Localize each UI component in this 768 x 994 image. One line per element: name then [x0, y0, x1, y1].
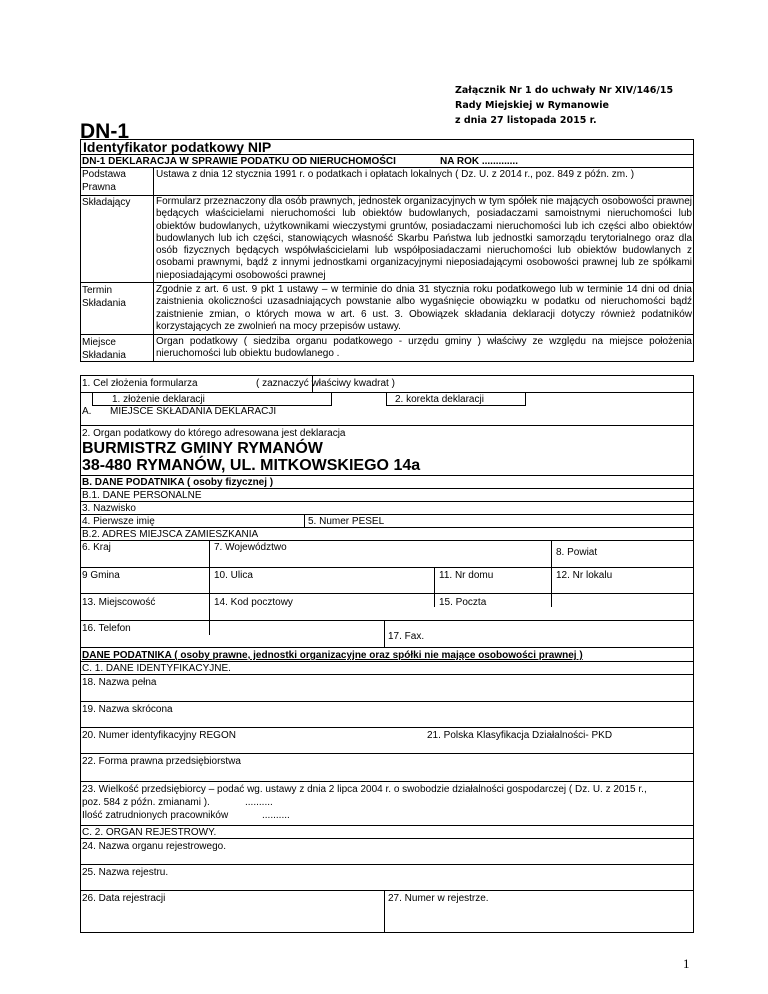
- phone-field[interactable]: 16. Telefon: [82, 623, 131, 634]
- employees-field[interactable]: ..........: [262, 810, 290, 821]
- apartment-number-field[interactable]: 12. Nr lokalu: [556, 570, 613, 581]
- surname-field[interactable]: 3. Nazwisko: [82, 503, 136, 514]
- company-size-label: 23. Wielkość przedsiębiorcy – podać wg. ustawy z dnia 2 lipca 2004 r. o swobodzie działalności gospodarczej ( Dz. U. z 2015 r.,: [82, 784, 647, 795]
- section-a-title: MIEJSCE SKŁADANIA DEKLARACJI: [110, 406, 277, 417]
- section-b-title: B. DANE PODATNIKA ( osoby fizycznej ): [82, 477, 274, 488]
- organ-label: 2. Organ podatkowy do którego adresowana jest deklaracja: [82, 428, 346, 439]
- deadline-label: Termin Składania: [82, 285, 126, 309]
- regon-field[interactable]: 20. Numer identyfikacyjny REGON: [82, 730, 236, 741]
- post-office-field[interactable]: 15. Poczta: [439, 597, 487, 608]
- declaration-title: DN-1 DEKLARACJA W SPRAWIE PODATKU OD NIERUCHOMOŚCI: [82, 156, 396, 167]
- full-name-field[interactable]: 18. Nazwa pełna: [82, 677, 157, 688]
- country-field[interactable]: 6. Kraj: [82, 542, 111, 553]
- legal-basis-text: Ustawa z dnia 12 stycznia 1991 r. o podatkach i opłatach lokalnych ( Dz. U. z 2014 r., poz. 849 z późn. zm. ): [156, 169, 635, 180]
- house-number-field[interactable]: 11. Nr domu: [439, 570, 494, 581]
- fax-field[interactable]: 17. Fax.: [388, 631, 425, 642]
- section-c1-title: C. 1. DANE IDENTYFIKACYJNE.: [82, 663, 231, 674]
- pkd-field[interactable]: 21. Polska Klasyfikacja Działalności- PKD: [427, 730, 613, 741]
- street-field[interactable]: 10. Ulica: [214, 570, 253, 581]
- legal-form-field[interactable]: 22. Forma prawna przedsiębiorstwa: [82, 756, 241, 767]
- voivodeship-field[interactable]: 7. Województwo: [214, 542, 287, 553]
- section-c-title: DANE PODATNIKA ( osoby prawne, jednostki organizacyjne oraz spółki nie mające osobowości prawnej ): [82, 650, 583, 661]
- company-size-field[interactable]: ..........: [245, 797, 273, 808]
- registration-date-field[interactable]: 26. Data rejestracji: [82, 893, 166, 904]
- pesel-field[interactable]: 5. Numer PESEL: [308, 516, 385, 527]
- filer-text: Formularz przeznaczony dla osób prawnych, jednostek organizacyjnych w tym spółek nie mających osobowości prawnej będących właścicielami nieruchomości lub obiektów budowlanych, posiadaczami samoistnymi nieruchomości lub obiektów budowlanych, użytkownikami wieczystymi gruntów, posiadaczami nieruchomości lub ich części albo obiektów budowlanych lub ich części, stanowiących własność Skarbu Państwa lub jednostki samorządu terytorialnego oraz dla osób fizycznych będących współwłaścicielami lub współposiadaczami nieruchomości lub obiektów budowlanych z osobami prawnymi, bądź z innymi jednostkami organizacyjnymi nieposiadającymi osobowości prawnej lub ze spółkami nieposiadającymi osobowości prawnej: [156, 196, 692, 281]
- registry-organ-field[interactable]: 24. Nazwa organu rejestrowego.: [82, 841, 226, 852]
- city-field[interactable]: 13. Miejscowość: [82, 597, 156, 608]
- page-number: 1: [683, 956, 690, 971]
- annex-line-3: z dnia 27 listopada 2015 r.: [455, 115, 597, 126]
- annex-line-1: Załącznik Nr 1 do uchwały Nr XIV/146/15: [455, 85, 674, 96]
- option-submission: 1. złożenie deklaracji: [112, 394, 205, 405]
- declaration-year: NA ROK .............: [440, 156, 518, 167]
- annex-note: [455, 83, 673, 128]
- legal-basis-label: Podstawa Prawna: [82, 169, 126, 193]
- section-c2-title: C. 2. ORGAN REJESTROWY.: [82, 827, 217, 838]
- section-b2-title: B.2. ADRES MIEJSCA ZAMIESZKANIA: [82, 529, 259, 540]
- filer-label: Składający: [82, 197, 131, 208]
- annex-line-2: Rady Miejskiej w Rymanowie: [455, 100, 609, 111]
- company-size-ref: poz. 584 z późn. zmianami ).: [82, 797, 210, 808]
- postal-code-field[interactable]: 14. Kod pocztowy: [214, 597, 293, 608]
- county-field[interactable]: 8. Powiat: [556, 547, 598, 558]
- place-label: Miejsce Składania: [82, 337, 126, 361]
- organ-address: 38-480 RYMANÓW, UL. MITKOWSKIEGO 14a: [82, 457, 421, 474]
- employees-label: Ilość zatrudnionych pracowników: [82, 810, 229, 821]
- registry-number-field[interactable]: 27. Numer w rejestrze.: [388, 893, 489, 904]
- purpose-label: 1. Cel złożenia formularza: [82, 378, 198, 389]
- option-correction: 2. korekta deklaracji: [395, 394, 484, 405]
- short-name-field[interactable]: 19. Nazwa skrócona: [82, 704, 173, 715]
- form-code: DN-1: [80, 120, 130, 143]
- first-name-field[interactable]: 4. Pierwsze imię: [82, 516, 155, 527]
- nip-field[interactable]: Identyfikator podatkowy NIP: [80, 139, 694, 155]
- registry-name-field[interactable]: 25. Nazwa rejestru.: [82, 867, 169, 878]
- organ-name: BURMISTRZ GMINY RYMANÓW: [82, 440, 323, 457]
- purpose-hint: ( zaznaczyć właściwy kwadrat ): [256, 378, 395, 389]
- municipality-field[interactable]: 9 Gmina: [82, 570, 120, 581]
- place-text: Organ podatkowy ( siedziba organu podatkowego - urzędu gminy ) właściwy ze względu na miejsce położenia nieruchomości lub obiektu budowlanego .: [156, 336, 692, 360]
- section-a-letter: A.: [82, 406, 92, 417]
- deadline-text: Zgodnie z art. 6 ust. 9 pkt 1 ustawy – w terminie do dnia 31 stycznia roku podatkowego lub w terminie 14 dni od dnia zaistnienia okoliczności uzasadniających powstanie albo wygaśnięcie obowiązku w podatku od nieruchomości bądź zaistnienie zmian, o których mowa w art. 6 ust. 3. Obowiązek składania deklaracji dotyczy również podatników korzystających ze zwolnień na mocy przepisów ustawy.: [156, 284, 692, 333]
- section-b1-title: B.1. DANE PERSONALNE: [82, 490, 202, 501]
